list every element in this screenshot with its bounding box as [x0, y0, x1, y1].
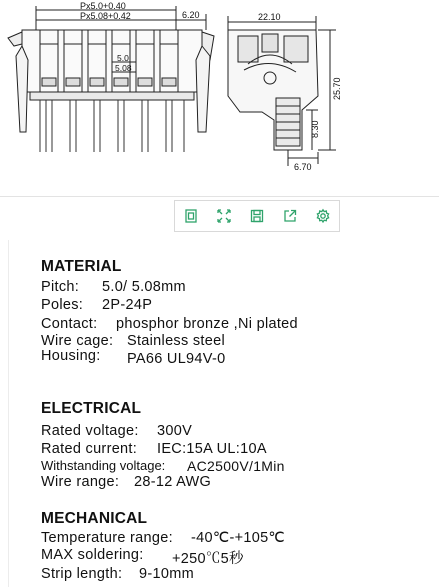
- page-border: [8, 240, 9, 587]
- strip-value: 9-10mm: [139, 566, 194, 582]
- wirerange-label: Wire range:: [41, 474, 120, 490]
- spec-row-wirecage: [41, 333, 225, 349]
- dim-830: 8.30: [310, 120, 320, 138]
- dim-620: 6.20: [182, 10, 200, 20]
- dim-2570: 25.70: [332, 77, 342, 100]
- material-title: MATERIAL: [41, 258, 122, 275]
- dim-pitch-042: Px5.08+0.42: [80, 11, 131, 21]
- spec-row-current: [41, 441, 267, 457]
- spec-row-strip: [41, 566, 194, 582]
- spec-row-pitch: [41, 279, 186, 295]
- connector-technical-drawing: [0, 0, 439, 195]
- fullscreen-icon: [216, 208, 232, 224]
- wirecage-label: Wire cage:: [41, 333, 114, 349]
- dim-50: 5.0: [117, 53, 129, 63]
- wirerange-value: 28-12 AWG: [134, 474, 212, 490]
- share-button[interactable]: [279, 205, 301, 227]
- mechanical-title: MECHANICAL: [41, 510, 148, 527]
- share-icon: [282, 208, 298, 224]
- spec-row-contact: [41, 316, 298, 332]
- pitch-value: 5.0/ 5.08mm: [102, 279, 186, 295]
- temp-value: -40℃-+105℃: [191, 530, 286, 546]
- withstand-value: AC2500V/1Min: [187, 458, 285, 474]
- spec-row-poles: [41, 297, 153, 313]
- save-button[interactable]: [246, 205, 268, 227]
- spec-row-temp: [41, 530, 286, 546]
- settings-button[interactable]: [312, 205, 334, 227]
- spec-row-withstand: [41, 458, 285, 474]
- spec-row-wirerange: [41, 474, 212, 490]
- fit-page-button[interactable]: [180, 205, 202, 227]
- divider: [0, 196, 439, 197]
- current-value: IEC:15A UL:10A: [157, 441, 267, 457]
- solder-value: +250℃5秒: [172, 551, 244, 567]
- electrical-title: ELECTRICAL: [41, 400, 142, 417]
- current-label: Rated current:: [41, 441, 138, 457]
- poles-label: Poles:: [41, 297, 84, 313]
- dim-670: 6.70: [294, 162, 312, 172]
- spec-row-voltage: [41, 423, 193, 439]
- voltage-value: 300V: [157, 423, 193, 439]
- contact-value: phosphor bronze ,Ni plated: [116, 316, 298, 332]
- spec-row-solder: [41, 547, 244, 567]
- settings-icon: [315, 208, 331, 224]
- housing-value: PA66 UL94V-0: [127, 351, 226, 367]
- dim-508: 5.08: [115, 63, 132, 73]
- wirecage-value: Stainless steel: [127, 333, 225, 349]
- dim-2210: 22.10: [258, 12, 281, 22]
- side-view: [228, 16, 336, 166]
- solder-label: MAX soldering:: [41, 547, 144, 563]
- image-toolbar: [174, 200, 340, 232]
- strip-label: Strip length:: [41, 566, 123, 582]
- save-icon: [249, 208, 265, 224]
- spec-row-housing: [41, 348, 226, 367]
- pitch-label: Pitch:: [41, 279, 80, 295]
- temp-label: Temperature range:: [41, 530, 173, 546]
- housing-label: Housing:: [41, 348, 101, 364]
- fullscreen-button[interactable]: [213, 205, 235, 227]
- dim-pitch-040: Px5.0+0.40: [80, 1, 126, 11]
- front-view: [8, 6, 214, 152]
- fit-page-icon: [183, 208, 199, 224]
- withstand-label: Withstanding voltage:: [41, 458, 166, 473]
- voltage-label: Rated voltage:: [41, 423, 139, 439]
- poles-value: 2P-24P: [102, 297, 153, 313]
- contact-label: Contact:: [41, 316, 98, 332]
